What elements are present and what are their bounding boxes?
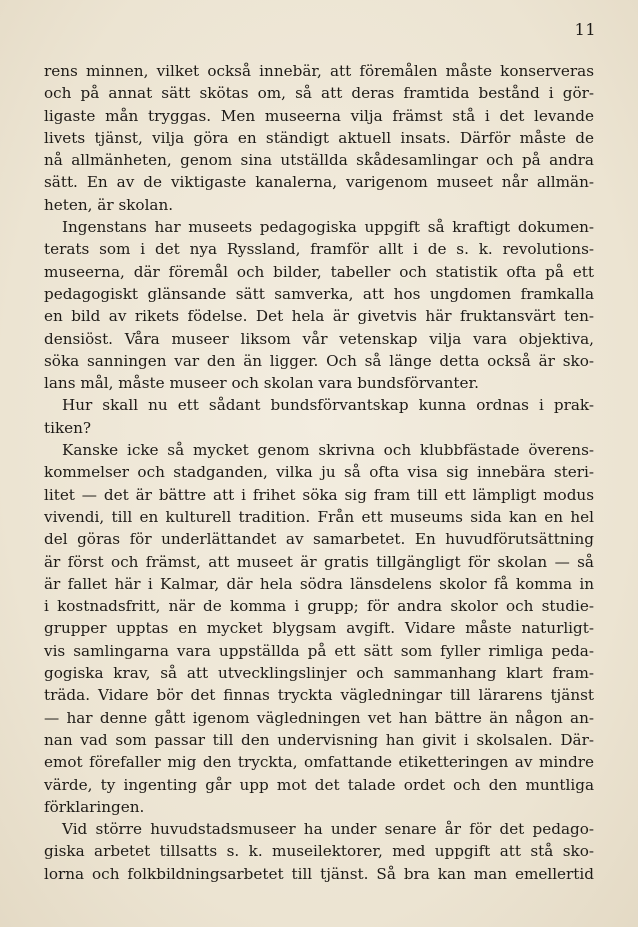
text-line: gogiska krav, så att utvecklingslinjer och sammanhang klart fram- bbox=[44, 664, 594, 683]
text-line: sätt. En av de viktigaste kanalerna, varigenom museet når allmän- bbox=[44, 173, 594, 192]
text-line: del göras för underlättandet av samarbetet. En huvudförutsättning bbox=[44, 530, 594, 549]
text-line: pedagogiskt glänsande sätt samverka, att hos ungdomen framkalla bbox=[44, 284, 594, 303]
text-line: och på annat sätt skötas om, så att deras framtida bestånd i gör- bbox=[44, 84, 594, 103]
page-number: 11 bbox=[574, 20, 596, 39]
text-line: en bild av rikets födelse. Det hela är givetvis här fruktansvärt ten- bbox=[44, 307, 594, 326]
text-line: Hur skall nu ett sådant bundsförvantskap kunna ordnas i prak- bbox=[62, 396, 594, 415]
text-line: museerna, där föremål och bilder, tabeller och statistik ofta på ett bbox=[44, 262, 594, 281]
text-line: vivendi, till en kulturell tradition. Från ett museums sida kan en hel bbox=[44, 507, 594, 526]
text-line: livets tjänst, vilja göra en ständigt aktuell insats. Därför måste de bbox=[44, 128, 594, 147]
text-line: Vid större huvudstadsmuseer ha under senare år för det pedago- bbox=[62, 820, 594, 839]
text-line: litet — det är bättre att i frihet söka sig fram till ett lämpligt modus bbox=[44, 485, 594, 504]
text-line: ligaste mån tryggas. Men museerna vilja främst stå i det levande bbox=[44, 106, 594, 125]
text-line: terats som i det nya Ryssland, framför allt i de s. k. revolutions- bbox=[44, 240, 594, 259]
text-line: förklaringen. bbox=[44, 797, 145, 816]
text-line: Kanske icke så mycket genom skrivna och klubbfästade överens- bbox=[62, 441, 594, 460]
text-line: rens minnen, vilket också innebär, att föremålen måste konserveras bbox=[44, 62, 594, 80]
text-line: är först och främst, att museet är gratis tillgängligt för skolan — så bbox=[44, 552, 594, 571]
text-line: tiken? bbox=[44, 418, 92, 437]
text-line: lorna och folkbildningsarbetet till tjänst. Så bra kan man emellertid bbox=[44, 864, 594, 883]
text-line: grupper upptas en mycket blygsam avgift. Vidare måste naturligt- bbox=[44, 619, 594, 638]
text-line: vis samlingarna vara uppställda på ett sätt som fyller rimliga peda- bbox=[44, 641, 594, 660]
text-line: nan vad som passar till den undervisning han givit i skolsalen. Där- bbox=[44, 730, 594, 749]
text-line: är fallet här i Kalmar, där hela södra länsdelens skolor få komma in bbox=[44, 574, 594, 593]
text-line: värde, ty ingenting går upp mot det talade ordet och den muntliga bbox=[44, 775, 594, 794]
text-line: — har denne gått igenom vägledningen vet han bättre än någon an- bbox=[44, 708, 594, 727]
text-line: träda. Vidare bör det finnas tryckta vägledningar till lärarens tjänst bbox=[44, 686, 594, 705]
text-line: söka sanningen var den än ligger. Och så länge detta också är sko- bbox=[44, 351, 594, 370]
text-line: i kostnadsfritt, när de komma i grupp; för andra skolor och studie- bbox=[44, 597, 594, 616]
text-line: lans mål, måste museer och skolan vara bundsförvanter. bbox=[44, 374, 479, 393]
body-text bbox=[44, 60, 594, 885]
text-line: emot förefaller mig den tryckta, omfattande etiketteringen av mindre bbox=[44, 753, 594, 772]
text-line: densiöst. Våra museer liksom vår vetenskap vilja vara objektiva, bbox=[44, 329, 594, 348]
text-line: kommelser och stadganden, vilka ju så ofta visa sig innebära steri- bbox=[44, 463, 594, 482]
text-line: heten, är skolan. bbox=[44, 195, 174, 214]
text-line: Ingenstans har museets pedagogiska uppgift så kraftigt dokumen- bbox=[62, 218, 594, 237]
text-line: giska arbetet tillsatts s. k. museilektorer, med uppgift att stå sko- bbox=[44, 842, 594, 861]
text-line: nå allmänheten, genom sina utställda skådesamlingar och på andra bbox=[44, 151, 594, 170]
